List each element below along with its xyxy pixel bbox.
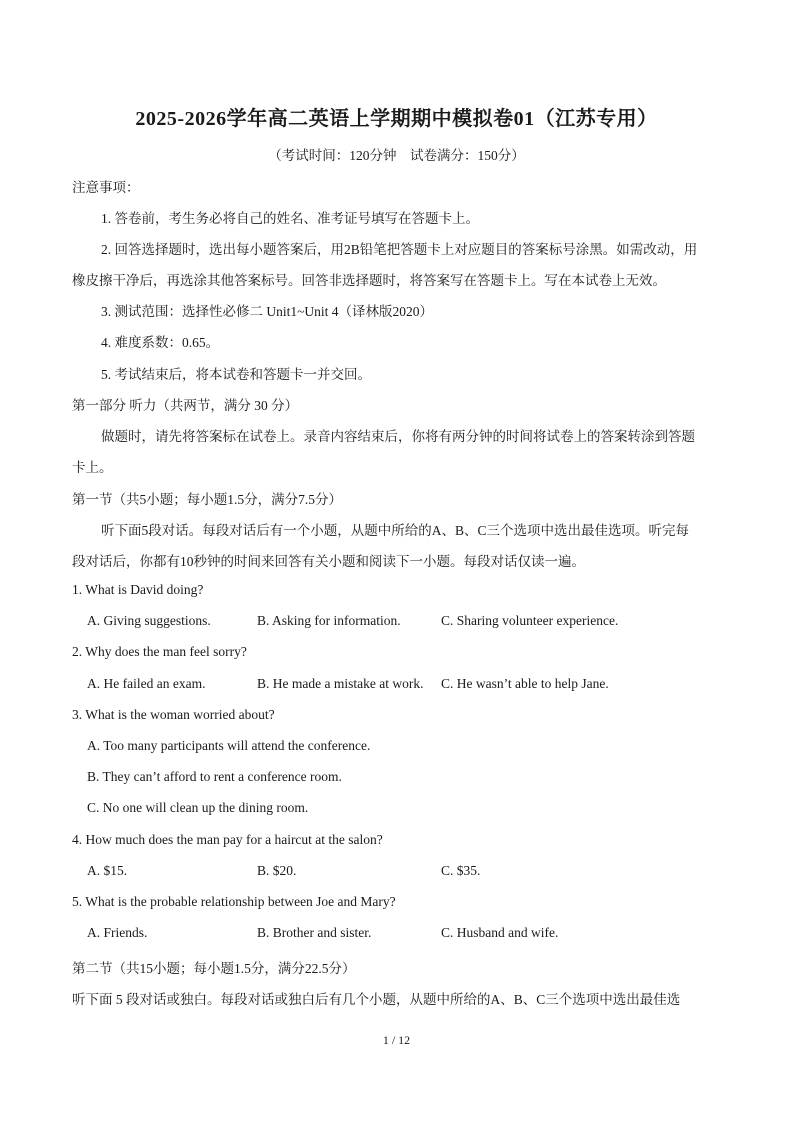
option-c: C. Husband and wife.: [441, 925, 559, 940]
note-item: 2. 回答选择题时，选出每小题答案后，用2B铅笔把答题卡上对应题目的答案标号涂黑。如需改动，用: [101, 242, 698, 257]
option-a: A. Too many participants will attend the conference.: [87, 738, 371, 753]
notes-heading: 注意事项：: [72, 180, 140, 195]
part1-heading: 第一部分 听力（共两节，满分 30 分）: [72, 398, 299, 413]
section2-heading: 第二节（共15小题；每小题1.5分，满分22.5分）: [72, 961, 356, 976]
question-text: 3. What is the woman worried about?: [72, 707, 275, 722]
option-b: B. Brother and sister.: [257, 925, 372, 940]
page-title: 2025-2026学年高二英语上学期期中模拟卷01（江苏专用）: [135, 108, 658, 130]
option-b: B. Asking for information.: [257, 613, 401, 628]
option-a: A. Friends.: [87, 925, 148, 940]
part1-instruction: 做题时，请先将答案标在试卷上。录音内容结束后，你将有两分钟的时间将试卷上的答案转涂到答题: [101, 429, 695, 444]
option-b: B. $20.: [257, 863, 297, 878]
option-c: C. No one will clean up the dining room.: [87, 800, 309, 815]
note-item: 1. 答卷前，考生务必将自己的姓名、准考证号填写在答题卡上。: [101, 211, 479, 226]
option-a: A. $15.: [87, 863, 128, 878]
note-item: 4. 难度系数：0.65。: [101, 335, 220, 350]
page-number: 1 / 12: [382, 1033, 411, 1047]
question-text: 1. What is David doing?: [72, 582, 204, 597]
option-b: B. He made a mistake at work.: [257, 676, 424, 691]
section2-instruction: 听下面 5 段对话或独白。每段对话或独白后有几个小题，从题中所给的A、B、C三个选项中选出最佳选: [72, 992, 681, 1007]
option-b: B. They can’t afford to rent a conference room.: [87, 769, 342, 784]
option-a: A. Giving suggestions.: [87, 613, 211, 628]
option-c: C. He wasn’t able to help Jane.: [441, 676, 609, 691]
section1-instruction-continued: 段对话后，你都有10秒钟的时间来回答有关小题和阅读下一小题。每段对话仅读一遍。: [72, 554, 585, 569]
note-item-continued: 橡皮擦干净后，再选涂其他答案标号。回答非选择题时，将答案写在答题卡上。写在本试卷上无效。: [72, 273, 666, 288]
option-c: C. Sharing volunteer experience.: [441, 613, 619, 628]
note-item: 5. 考试结束后，将本试卷和答题卡一并交回。: [101, 367, 371, 382]
option-a: A. He failed an exam.: [87, 676, 206, 691]
option-c: C. $35.: [441, 863, 481, 878]
part1-instruction-continued: 卡上。: [72, 460, 113, 475]
section1-heading: 第一节（共5小题；每小题1.5分，满分7.5分）: [72, 492, 342, 507]
note-item: 3. 测试范围：选择性必修二 Unit1~Unit 4（译林版2020）: [101, 304, 434, 319]
section1-instruction: 听下面5段对话。每段对话后有一个小题，从题中所给的A、B、C三个选项中选出最佳选项。听完每: [101, 523, 690, 538]
question-text: 2. Why does the man feel sorry?: [72, 644, 247, 659]
question-text: 5. What is the probable relationship between Joe and Mary?: [72, 894, 396, 909]
exam-info: （考试时间：120分钟 试卷满分：150分）: [268, 148, 525, 163]
question-text: 4. How much does the man pay for a haircut at the salon?: [72, 832, 383, 847]
